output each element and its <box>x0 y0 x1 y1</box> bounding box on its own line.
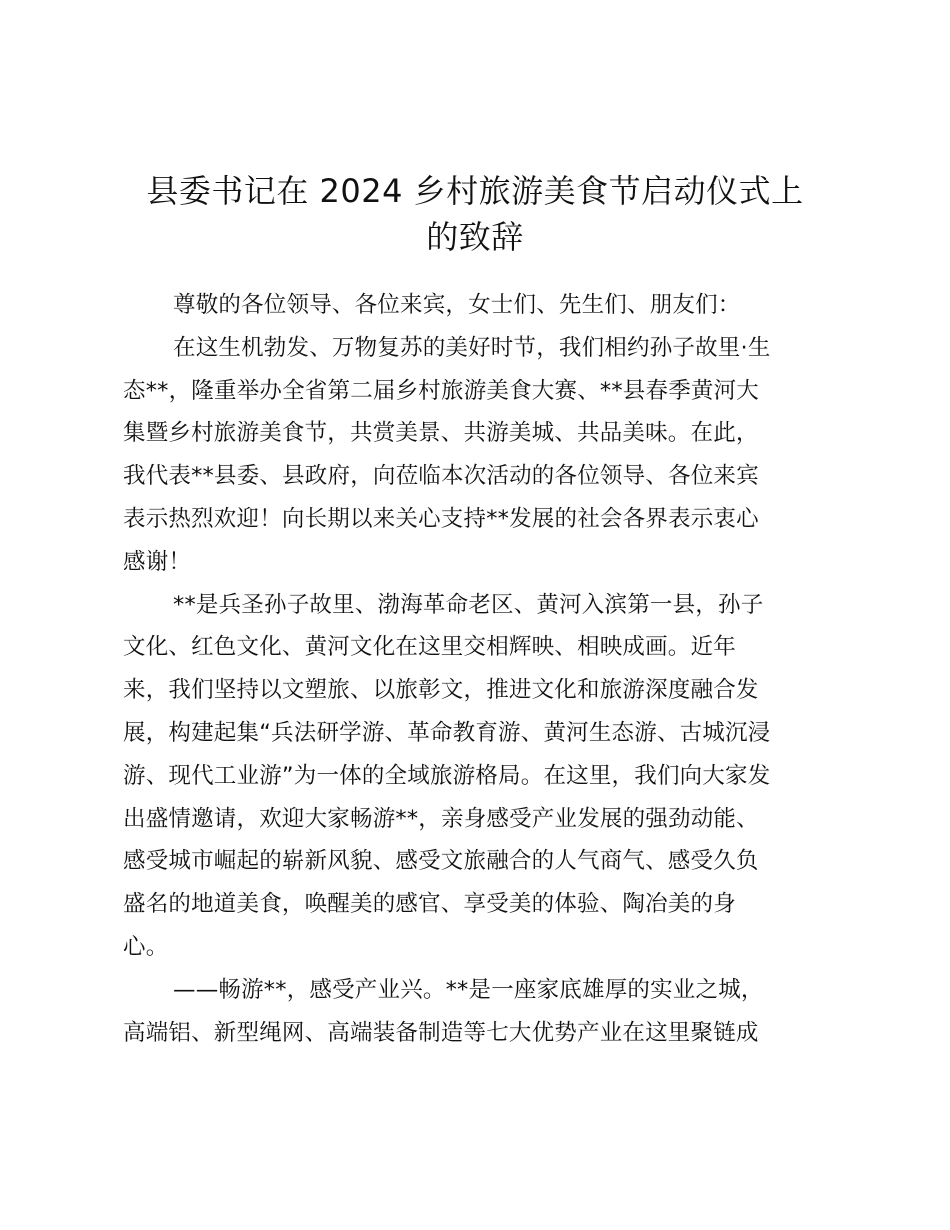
paragraph-welcome <box>123 327 843 584</box>
paragraph-line: 展，构建起集“兵法研学游、革命教育游、黄河生态游、古城沉浸 <box>123 719 771 746</box>
document-body <box>123 284 843 1054</box>
paragraph-line: 游、现代工业游”为一体的全域旅游格局。在这里，我们向大家发 <box>123 762 771 789</box>
paragraph-line: 我代表**县委、县政府，向莅临本次活动的各位领导、各位来宾 <box>123 463 759 490</box>
paragraph-line: 尊敬的各位领导、各位来宾，女士们、先生们、朋友们： <box>173 292 741 318</box>
paragraph-line: 文化、红色文化、黄河文化在这里交相辉映、相映成画。近年 <box>123 634 736 661</box>
paragraph-line: 出盛情邀请，欢迎大家畅游**，亲身感受产业发展的强劲动能、 <box>123 805 759 832</box>
paragraph-line: ——畅游**，感受产业兴。**是一座家底雄厚的实业之城， <box>173 976 764 1003</box>
paragraph-line: 来，我们坚持以文塑旅、以旅彰文，推进文化和旅游深度融合发 <box>123 677 759 704</box>
paragraph-line: 集暨乡村旅游美食节，共赏美景、共游美城、共品美味。在此， <box>123 420 759 447</box>
paragraph-line: 表示热烈欢迎！向长期以来关心支持**发展的社会各界表示衷心 <box>123 505 759 532</box>
paragraph-line: 感谢！ <box>123 548 192 575</box>
paragraph-line: 心。 <box>123 933 169 960</box>
paragraph-line: **是兵圣孙子故里、渤海革命老区、黄河入滨第一县，孙子 <box>173 591 764 618</box>
paragraph-line: 感受城市崛起的崭新风貌、感受文旅融合的人气商气、感受久负 <box>123 848 759 875</box>
paragraph-industry <box>123 969 843 1055</box>
title-line-2: 的致辞 <box>426 218 524 256</box>
paragraph-line: 高端铝、新型绳网、高端装备制造等七大优势产业在这里聚链成 <box>123 1019 759 1046</box>
paragraph-line: 在这生机勃发、万物复苏的美好时节，我们相约孙子故里·生 <box>173 334 771 361</box>
paragraph-line: 盛名的地道美食，唤醒美的感官、享受美的体验、陶冶美的身 <box>123 891 736 918</box>
document-title <box>120 168 830 260</box>
paragraph-salutation <box>123 284 843 327</box>
paragraph-line: 态**，隆重举办全省第二届乡村旅游美食大赛、**县春季黄河大 <box>123 377 760 404</box>
title-line-1: 县委书记在 2024 乡村旅游美食节启动仪式上 <box>146 172 804 210</box>
paragraph-introduction <box>123 584 843 969</box>
